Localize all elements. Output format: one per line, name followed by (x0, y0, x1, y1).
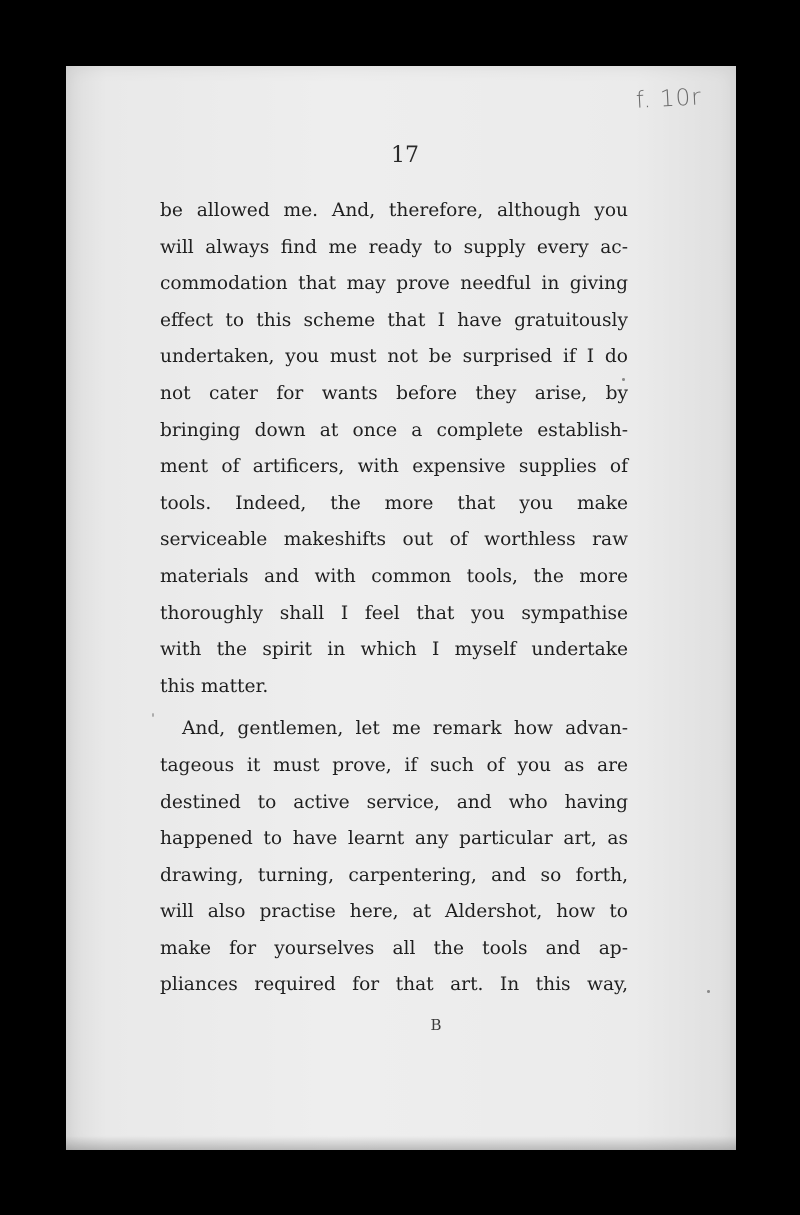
text-line: bringing down at once a complete establish- (160, 419, 628, 441)
signature-mark: B (430, 1016, 442, 1034)
paragraph-2 (160, 711, 628, 1004)
text-line: happened to have learnt any particular art, as (160, 828, 628, 850)
text-line: not cater for wants before they arise, by (160, 382, 628, 404)
text-line: with the spirit in which I myself undertake (160, 639, 628, 661)
paper-speck (707, 990, 710, 993)
text-line: thoroughly shall I feel that you sympathise (160, 602, 628, 624)
text-line: drawing, turning, carpentering, and so forth, (160, 864, 628, 886)
text-line: undertaken, you must not be surprised if I do (160, 346, 628, 368)
text-line: be allowed me. And, therefore, although you (160, 200, 628, 221)
text-line: tools. Indeed, the more that you make (160, 492, 628, 514)
folio-annotation: f. 10r (635, 84, 703, 114)
text-line: And, gentlemen, let me remark how advan- (182, 718, 628, 740)
page-number: 17 (391, 143, 419, 168)
paper-speck (622, 378, 625, 381)
text-line: tageous it must prove, if such of you as are (160, 754, 628, 776)
text-line: materials and with common tools, the more (160, 565, 628, 587)
text-line: commodation that may prove needful in giving (160, 273, 628, 295)
page-bottom-shadow (66, 1136, 736, 1150)
text-line: this matter. (160, 675, 269, 697)
paper-speck (152, 713, 154, 717)
body-text (160, 193, 628, 1004)
text-line: pliances required for that art. In this way, (160, 974, 628, 996)
text-line: will always find me ready to supply every ac- (160, 236, 628, 258)
text-line: make for yourselves all the tools and ap- (160, 937, 628, 959)
text-line: will also practise here, at Aldershot, how to (160, 901, 628, 923)
text-line: ment of artificers, with expensive supplies of (160, 456, 628, 478)
text-line: effect to this scheme that I have gratuitously (160, 309, 628, 331)
text-line: destined to active service, and who having (160, 791, 628, 813)
text-line: serviceable makeshifts out of worthless raw (160, 529, 628, 551)
paragraph-1 (160, 193, 628, 705)
